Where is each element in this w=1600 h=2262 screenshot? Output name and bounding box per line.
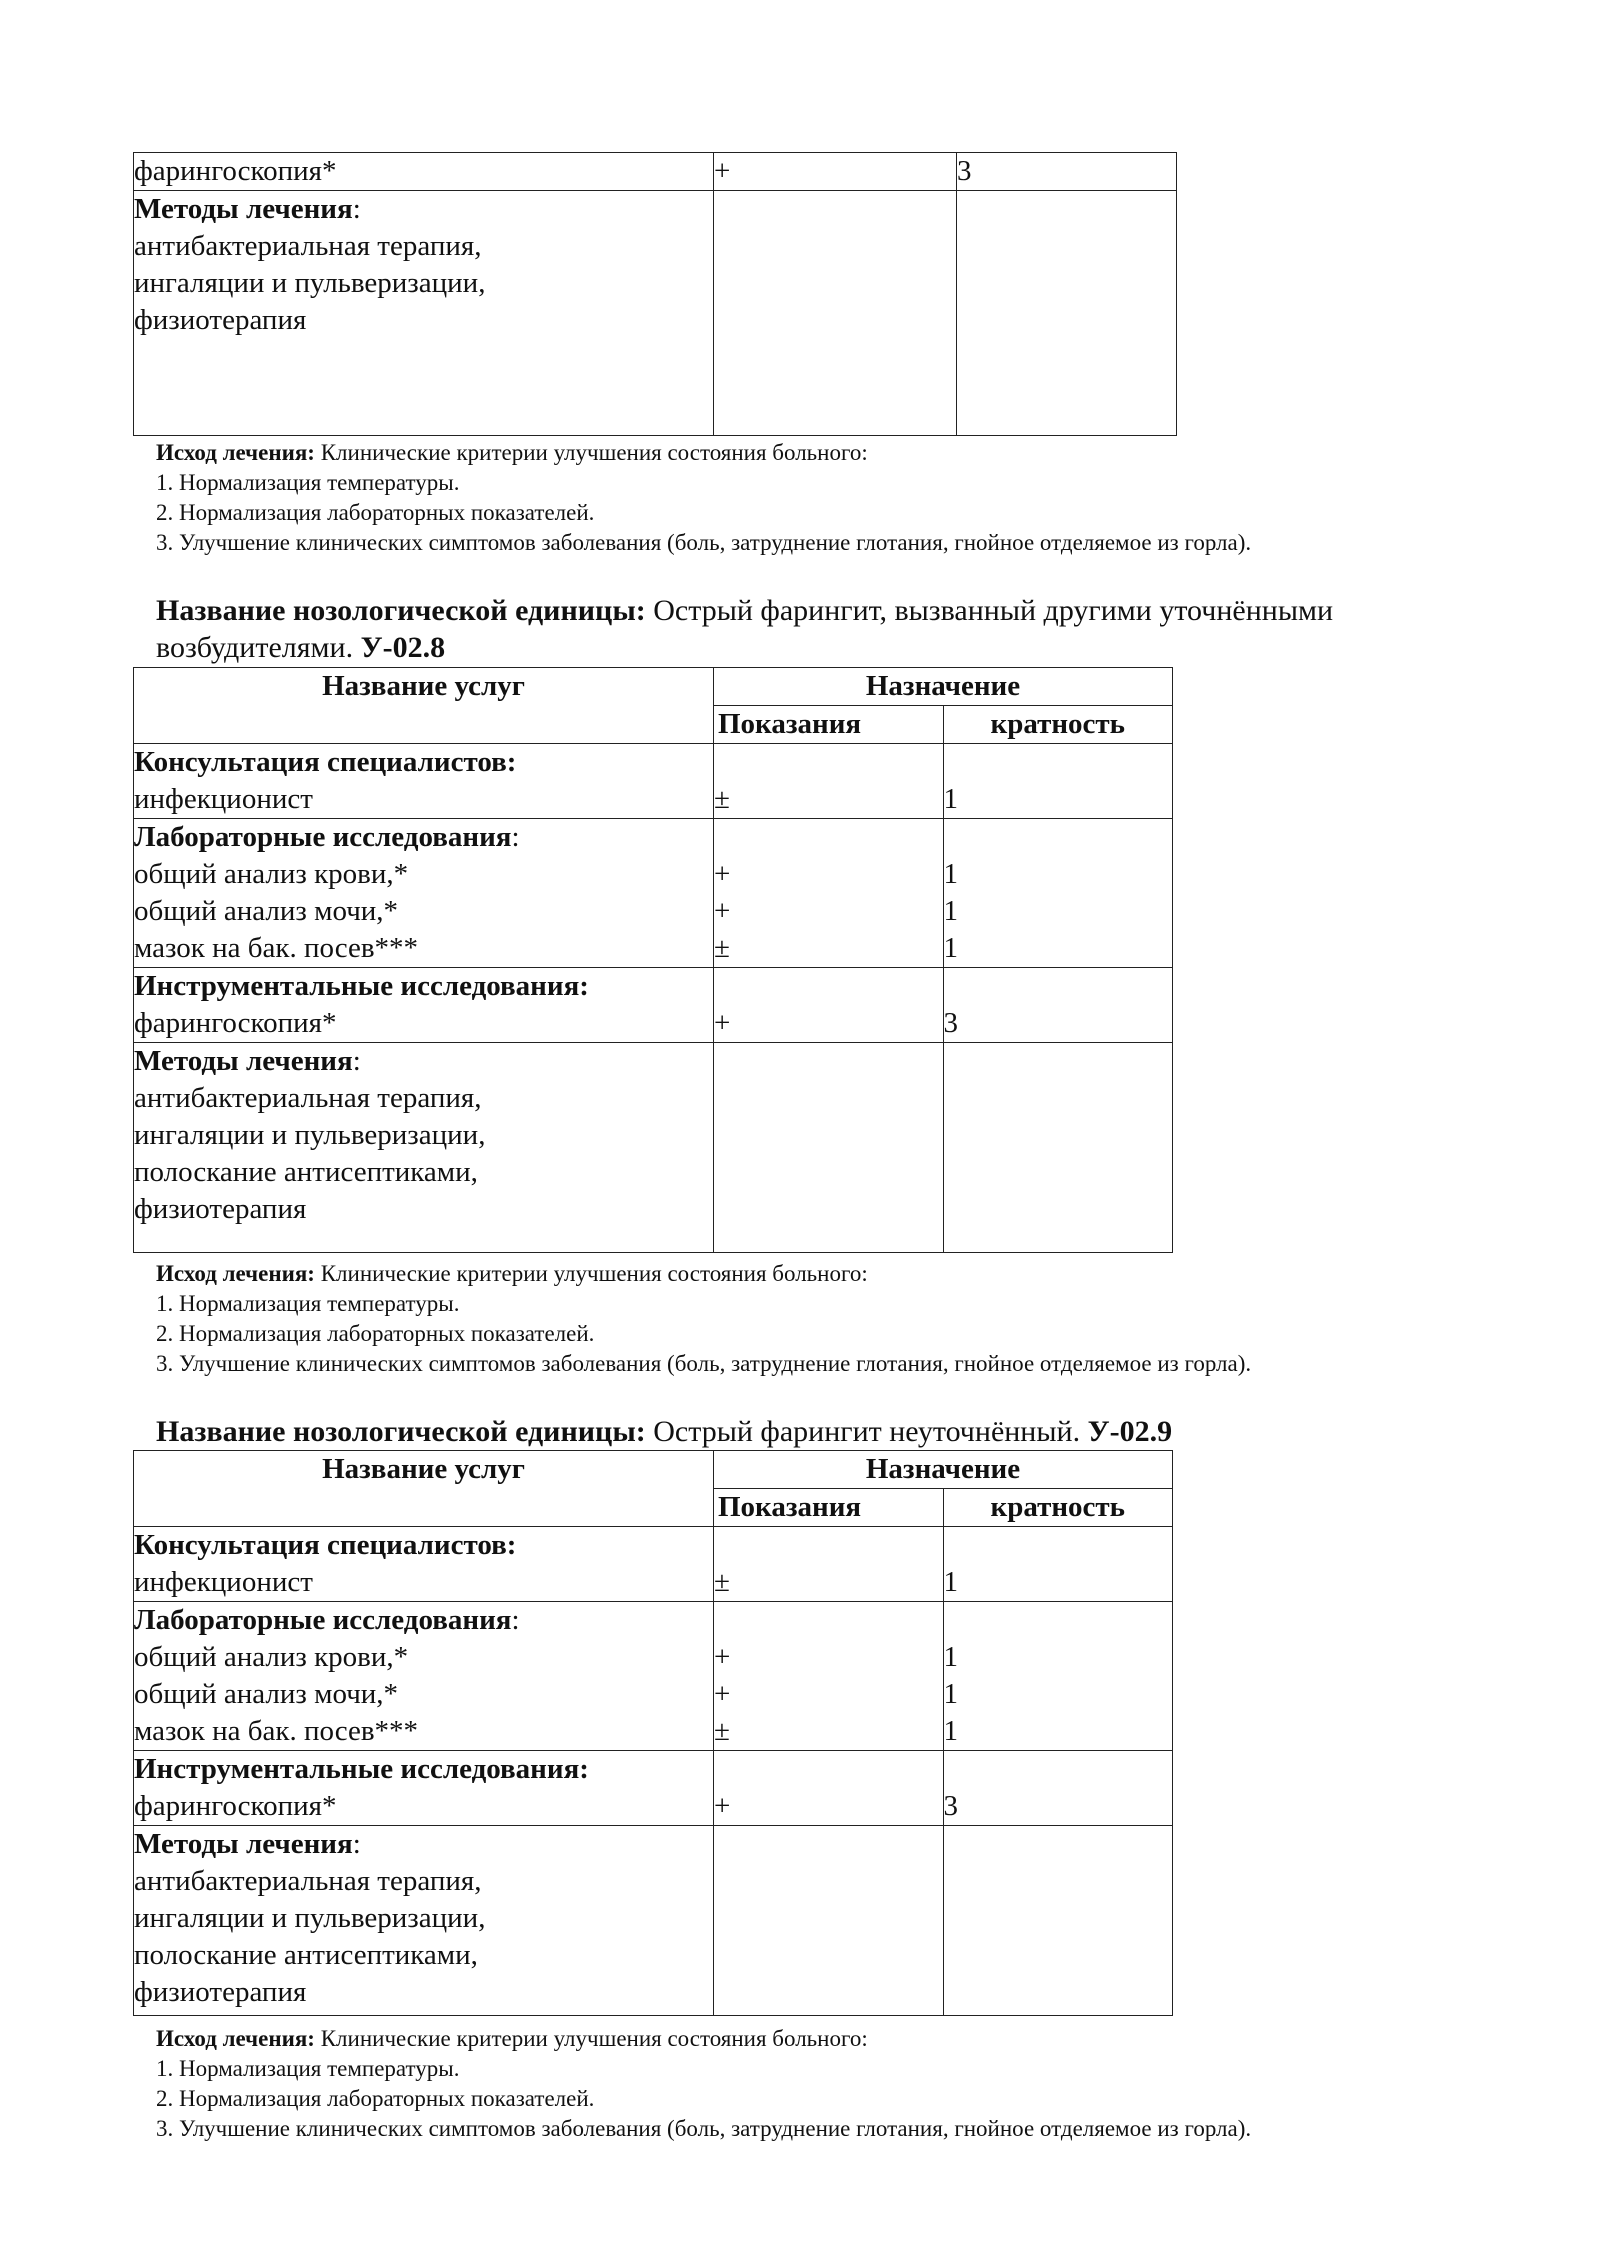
protocol-table [133,1450,1173,2016]
indication-mark: ± [714,783,730,815]
list-item: ингаляции и пульверизации, [134,267,486,299]
list-item: 1. Нормализация температуры. [156,470,460,495]
service-name: общий анализ крови,* [134,858,409,890]
frequency-value: 1 [943,1566,958,1598]
frequency-value: 1 [943,1641,958,1673]
table-header-row [134,668,1173,706]
indication-mark: + [714,1790,731,1822]
group-title: Методы лечения [134,1045,353,1077]
protocol-table [133,667,1173,1253]
outcome-label: Исход лечения: [156,440,315,465]
column-header-assignment: Назначение [714,668,1173,706]
indication-mark: + [714,895,731,927]
table-row [134,1527,1173,1602]
group-title: Методы лечения [134,1828,353,1860]
list-item: ингаляции и пульверизации, [134,1119,486,1151]
table-row [134,1751,1173,1826]
empty-cell [714,191,957,436]
service-name: мазок на бак. посев*** [134,932,419,964]
table-row [134,968,1173,1043]
list-item: антибактериальная терапия, [134,230,482,262]
empty-cell [957,191,1177,436]
list-item: 1. Нормализация температуры. [156,1291,460,1316]
table-row [134,744,1173,819]
service-name: общий анализ крови,* [134,1641,409,1673]
outcome-label: Исход лечения: [156,2026,315,2051]
column-header-assignment: Назначение [714,1451,1173,1489]
outcome-label: Исход лечения: [156,1261,315,1286]
list-item: антибактериальная терапия, [134,1082,482,1114]
methods-cell: Методы лечения: антибактериальная терапия, ингаляции и пульверизации, физиотерапия [134,191,714,436]
frequency-value: 3 [957,153,1177,191]
table-row: Методы лечения: антибактериальная терапия, ингаляции и пульверизации, полоскание антисептиками, физиотерапия [134,1043,1173,1253]
service-name: фарингоскопия* [134,1007,337,1039]
group-title: Консультация специалистов: [134,746,517,778]
list-item: антибактериальная терапия, [134,1865,482,1897]
outcome-text: Клинические критерии улучшения состояния больного: [314,1261,868,1286]
group-title: Консультация специалистов: [134,1529,517,1561]
nosology-code: У-02.9 [1087,1415,1173,1448]
table-row: Лабораторные исследования: общий анализ крови,* общий анализ мочи,* мазок на бак. посев*** + + ± 1 1 1 [134,1602,1173,1751]
list-item: физиотерапия [134,304,307,336]
outcome-text: Клинические критерии улучшения состояния больного: [314,2026,868,2051]
list-item: полоскание антисептиками, [134,1939,478,1971]
service-name: общий анализ мочи,* [134,895,399,927]
group-title: Лабораторные исследования [134,821,512,853]
list-item: физиотерапия [134,1976,307,2008]
column-header-services: Название услуг [134,1451,714,1527]
service-name: инфекционист [134,1566,313,1598]
nosology-heading: Название нозологической единицы: Острый фарингит неуточнённый. У-02.9 [156,1415,1173,1448]
list-item: 1. Нормализация температуры. [156,2056,460,2081]
list-item: 3. Улучшение клинических симптомов заболевания (боль, затруднение глотания, гнойное отделяемое из горла). [156,2116,1252,2141]
column-header-indications: Показания [714,706,944,744]
nosology-heading: Название нозологической единицы: Острый фарингит, вызванный другими уточнёнными возбудителями. У-02.8 [156,594,1334,664]
indication-mark: + [714,858,731,890]
empty-cell [943,1826,1173,2016]
indication-mark: ± [714,932,730,964]
column-header-frequency: кратность [943,1489,1173,1527]
table-row [134,153,1177,191]
table-row [134,191,1177,436]
group-title: Методы лечения [134,193,353,225]
table-header-row [134,1451,1173,1489]
frequency-value: 1 [943,1678,958,1710]
list-item: полоскание антисептиками, [134,1156,478,1188]
table-row: Лабораторные исследования: общий анализ крови,* общий анализ мочи,* мазок на бак. посев*** + + ± 1 1 1 [134,819,1173,968]
empty-cell [714,1043,944,1253]
protocol-table-continued [133,152,1177,436]
frequency-value: 1 [943,1715,958,1747]
frequency-value: 1 [943,858,958,890]
frequency-value: 1 [943,895,958,927]
indication-mark: + [714,153,957,191]
empty-cell [714,1826,944,2016]
treatment-outcome [156,2024,1576,2144]
frequency-value: 3 [943,1007,958,1039]
group-title: Лабораторные исследования [134,1604,512,1636]
list-item: 2. Нормализация лабораторных показателей. [156,2086,595,2111]
list-item: 2. Нормализация лабораторных показателей. [156,500,595,525]
list-item: 3. Улучшение клинических симптомов заболевания (боль, затруднение глотания, гнойное отделяемое из горла). [156,1351,1252,1376]
list-item: 2. Нормализация лабораторных показателей. [156,1321,595,1346]
group-title: Инструментальные исследования: [134,1753,589,1785]
frequency-value: 1 [943,932,958,964]
group-title: Инструментальные исследования: [134,970,589,1002]
nosology-code: У-02.8 [360,631,446,664]
indication-mark: + [714,1007,731,1039]
list-item: 3. Улучшение клинических симптомов заболевания (боль, затруднение глотания, гнойное отделяемое из горла). [156,530,1252,555]
column-header-indications: Показания [714,1489,944,1527]
indication-mark: + [714,1641,731,1673]
frequency-value: 1 [943,783,958,815]
frequency-value: 3 [943,1790,958,1822]
treatment-outcome [156,438,1576,558]
indication-mark: ± [714,1715,730,1747]
indication-mark: + [714,1678,731,1710]
column-header-frequency: кратность [943,706,1173,744]
service-name: общий анализ мочи,* [134,1678,399,1710]
service-name: инфекционист [134,783,313,815]
empty-cell [943,1043,1173,1253]
list-item: ингаляции и пульверизации, [134,1902,486,1934]
table-row: Методы лечения: антибактериальная терапия, ингаляции и пульверизации, полоскание антисептиками, физиотерапия [134,1826,1173,2016]
list-item: физиотерапия [134,1193,307,1225]
service-name: фарингоскопия* [134,153,714,191]
outcome-text: Клинические критерии улучшения состояния больного: [314,440,868,465]
service-name: фарингоскопия* [134,1790,337,1822]
indication-mark: ± [714,1566,730,1598]
column-header-services: Название услуг [134,668,714,744]
treatment-outcome [156,1259,1576,1379]
service-name: мазок на бак. посев*** [134,1715,419,1747]
